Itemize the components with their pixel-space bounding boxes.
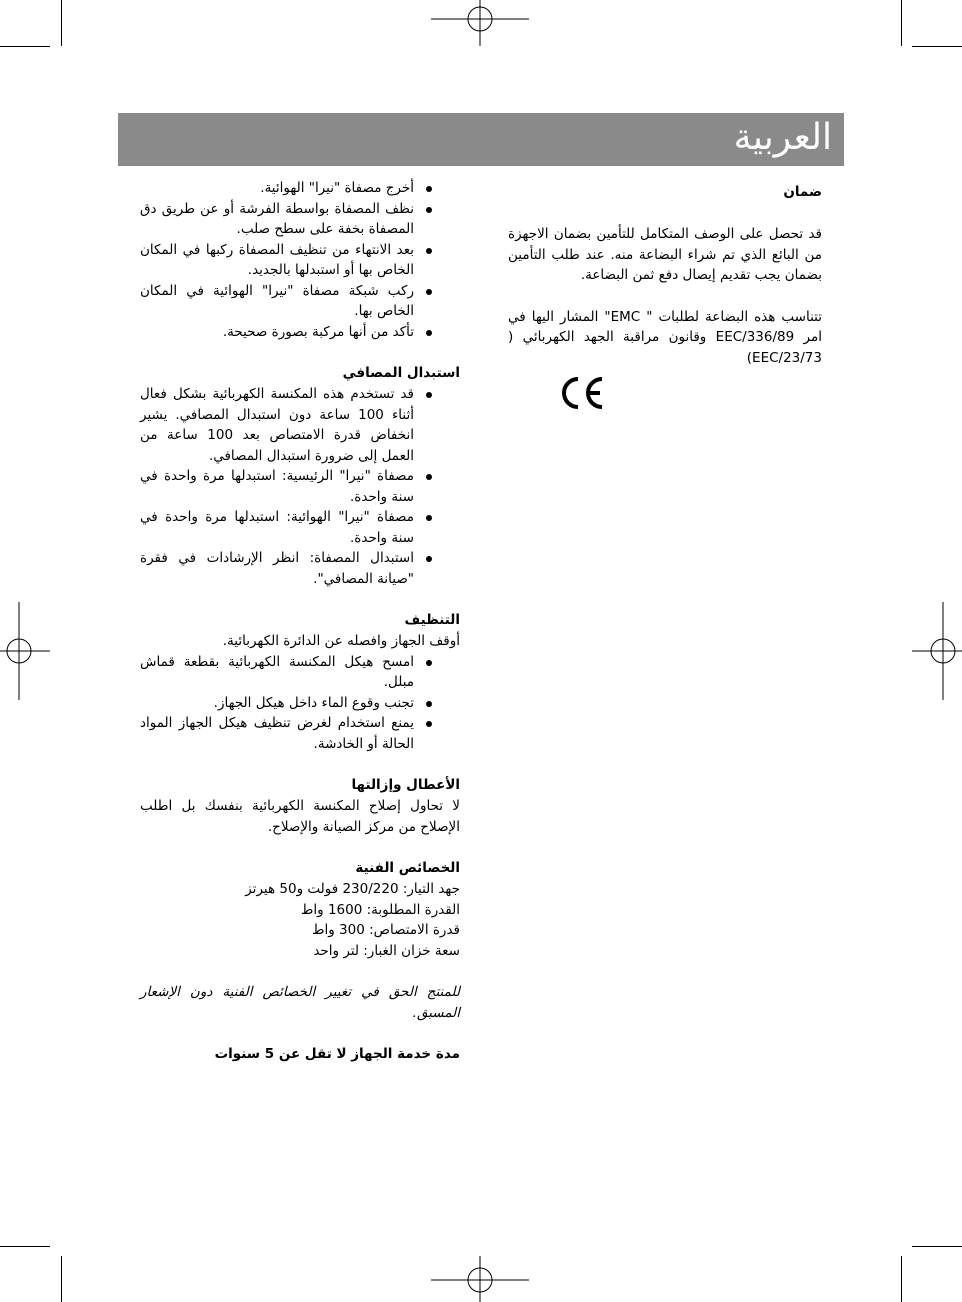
filters-heading: استبدال المصافي [342,365,460,381]
list-item: قد تستخدم هذه المكنسة الكهربائية بشكل فعال أثناء 100 ساعة دون استبدال المصافي. يشير انخفاض قدرة الامتصاص بعد 100 ساعة من العمل إلى ضرورة استبدال المصافي. [140,384,460,466]
language-header-bar [118,113,844,166]
filter-cleaning-steps [140,178,460,342]
cleaning-list [140,652,460,755]
list-item: تجنب وقوع الماء داخل هيكل الجهاز. [140,693,460,714]
right-column [508,182,822,368]
crop-mark [912,1246,962,1247]
crop-mark [901,0,902,46]
crop-mark [912,46,962,47]
spec-line: القدرة المطلوبة: 1600 واط [300,901,460,918]
registration-mark-right [912,602,962,700]
list-item: مصفاة "نيرا" الرئيسية: استبدلها مرة واحدة في سنة واحدة. [140,466,460,507]
list-item: تأكد من أنها مركبة بصورة صحيحة. [140,322,460,343]
list-item: امسح هيكل المكنسة الكهربائية بقطعة قماش مبلل. [140,652,460,693]
crop-mark [901,1256,902,1302]
registration-mark-left [0,602,50,700]
list-item: استبدال المصفاة: انظر الإرشادات في فقرة "صيانة المصافي". [140,548,460,589]
spec-line: سعة خزان الغبار: لتر واحد [313,942,460,959]
crop-mark [0,46,50,47]
cleaning-heading: التنظيف [404,612,460,628]
language-title: العربية [733,117,832,158]
filters-list [140,384,460,589]
emc-text: تتناسب هذه البضاعة لطلبات " EMC" المشار اليها في امر EEC/336/89 وقانون مراقبة الجهد الكهربائي ( EEC/23/73) [508,308,822,366]
crop-mark [61,1256,62,1302]
faults-heading: الأعطال وإزالتها [351,777,460,793]
list-item: يمنع استخدام لغرض تنظيف هيكل الجهاز المواد الحالة أو الخادشة. [140,713,460,754]
left-column [140,178,460,1065]
warranty-text: قد تحصل على الوصف المتكامل للتأمين بضمان الاجهزة من البائع الذي تم شراء البضاعة منه. عند طلب التأمين بضمان يجب تقديم إيصال دفع ثمن البضاعة. [508,226,822,283]
list-item: أخرج مصفاة "نيرا" الهوائية. [140,178,460,199]
registration-mark-top [431,0,529,46]
registration-mark-bottom [431,1256,529,1302]
spec-line: جهد التيار: 230/220 فولت و50 هيرتز [245,881,460,897]
specs-note: للمنتج الحق في تغيير الخصائص الفنية دون الإشعار المسبق. [140,984,460,1021]
crop-mark [0,1246,50,1247]
list-item: نظف المصفاة بواسطة الفرشة أو عن طريق دق المصفاة بخفة على سطح صلب. [140,199,460,240]
spec-line: قدرة الامتصاص: 300 واط [312,922,460,938]
list-item: بعد الانتهاء من تنظيف المصفاة ركبها في المكان الخاص بها أو استبدلها بالجديد. [140,240,460,281]
service-life: مدة خدمة الجهاز لا تقل عن 5 سنوات [214,1046,460,1062]
warranty-heading: ضمان [783,184,822,200]
crop-mark [61,0,62,46]
list-item: ركب شبكة مصفاة "نيرا" الهوائية في المكان الخاص بها. [140,281,460,322]
cleaning-intro: أوقف الجهاز وافصله عن الدائرة الكهربائية. [222,633,460,649]
ce-mark-icon [560,376,606,410]
list-item: مصفاة "نيرا" الهوائية: استبدلها مرة واحدة في سنة واحدة. [140,507,460,548]
specs-heading: الخصائص الفنية [355,860,460,876]
faults-text: لا تحاول إصلاح المكنسة الكهربائية بنفسك بل اطلب الإصلاح من مركز الصيانة والإصلاح. [140,798,460,835]
